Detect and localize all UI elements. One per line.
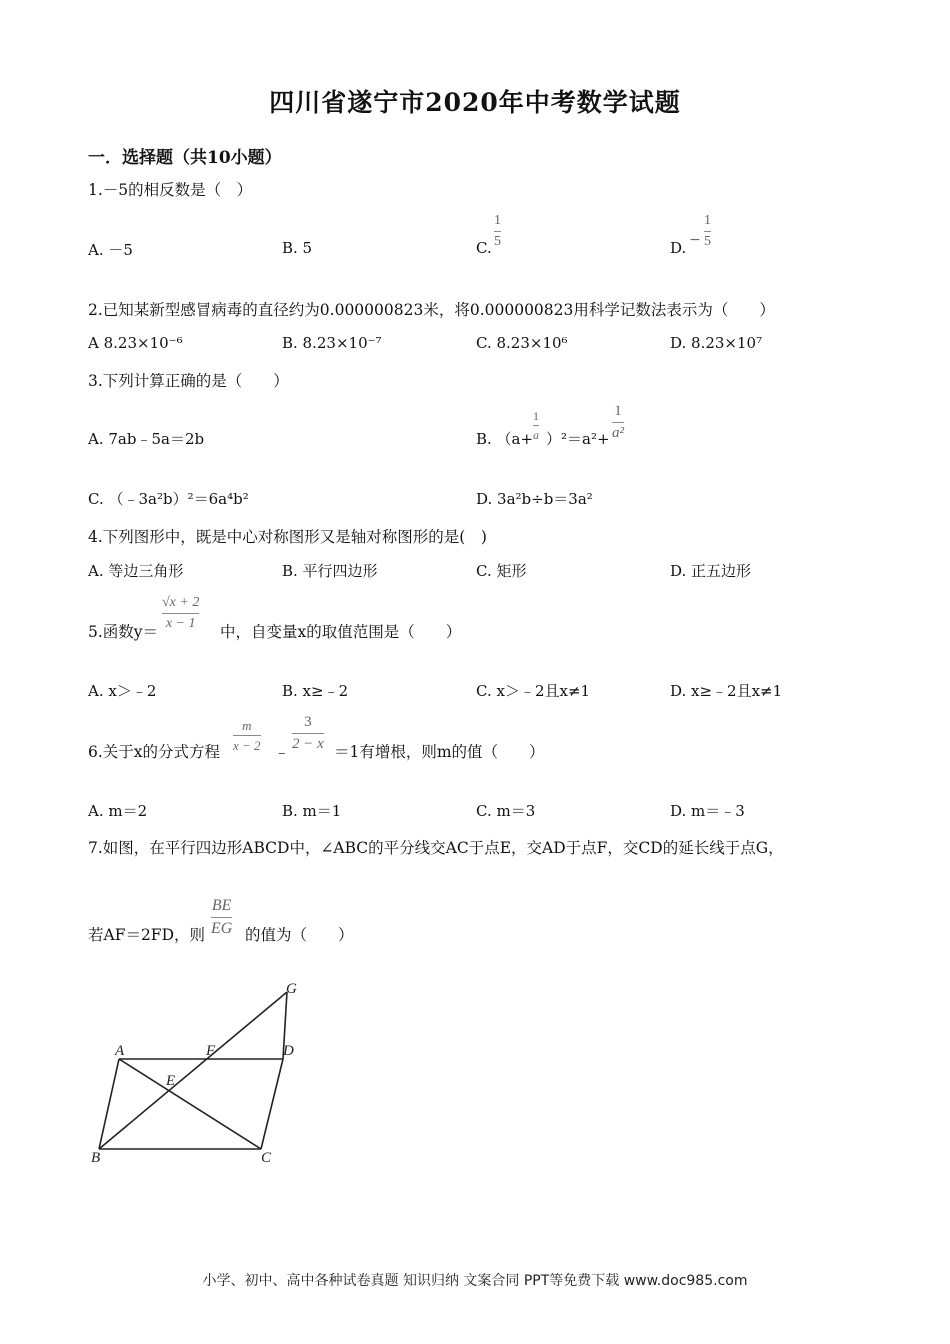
q7-ratio-fraction [211,898,232,937]
fraction-denominator: 5 [494,234,501,249]
fraction-numerator: 3 [304,714,312,730]
q6-fraction-1 [233,719,261,752]
q2-option-d: D. 8.23×10⁷ [670,334,763,352]
section-heading: 一．选择题（共10小题） [88,148,282,168]
fraction-denominator: 2 − x [292,736,324,752]
q1-option-d-minus: − [689,232,701,248]
fraction-denominator: EG [211,920,233,937]
question-5-stem-prefix: 5.函数y＝ [88,623,159,641]
fraction-denominator: 5 [704,234,711,249]
q3-option-c: C. （﹣3a²b）²＝6a⁴b² [88,490,249,508]
q3-option-b-fraction-1 [533,410,539,441]
segment-bg [99,992,287,1149]
q5-option-d: D. x≥﹣2且x≠1 [670,682,783,700]
question-5-stem-suffix: 中，自变量x的取值范围是（ ） [220,623,462,641]
q3-option-b-middle: ）²＝a²+ [546,430,610,448]
q1-option-c-fraction [494,214,501,249]
q3-option-b-fraction-2 [612,404,624,441]
q1-option-b: B. 5 [282,239,313,257]
page-title: 四川省遂宁市2020年中考数学试题 [269,88,681,117]
question-4-stem: 4.下列图形中，既是中心对称图形又是轴对称图形的是( ) [88,528,487,546]
q1-option-a: A. －5 [88,241,133,259]
q4-option-c: C. 矩形 [476,562,527,580]
fraction-numerator: 1 [533,409,539,423]
point-label-b: B [91,1150,101,1166]
q1-option-d-fraction [704,214,711,249]
fraction-numerator: 1 [614,403,622,419]
q2-option-c: C. 8.23×10⁶ [476,334,568,352]
q6-option-c: C. m＝3 [476,802,536,820]
fraction-numerator: √x + 2 [162,595,200,610]
q4-option-a: A. 等边三角形 [88,562,184,580]
q1-option-d: D. [670,239,687,257]
q3-option-d: D. 3a²b÷b＝3a² [476,490,593,508]
fraction-numerator: m [242,718,252,733]
point-label-d: D [283,1043,294,1059]
q3-option-a: A. 7ab﹣5a＝2b [88,430,205,448]
segment-dc [261,1059,283,1149]
point-label-g: G [286,981,297,997]
q5-function-fraction [162,596,199,631]
q5-option-a: A. x＞﹣2 [88,682,157,700]
q6-option-d: D. m＝﹣3 [670,802,745,820]
point-label-a: A [115,1043,125,1059]
fraction-denominator: a² [612,425,624,441]
question-7-stem: 7.如图，在平行四边形ABCD中，∠ABC的平分线交AC于点E，交AD于点F，交CD的延长线于点G， [88,839,784,857]
question-6-stem-minus: ﹣ [274,743,290,761]
question-2-stem: 2.已知某新型感冒病毒的直径约为0.000000823米，将0.000000823用科学记数法表示为（ ） [88,301,775,319]
q5-option-c: C. x＞﹣2且x≠1 [476,682,591,700]
point-label-c: C [261,1150,272,1166]
fraction-numerator: 1 [704,213,711,228]
q1-option-c: C. [476,239,492,257]
fraction-denominator: x − 2 [233,738,261,753]
question-6-stem-prefix: 6.关于x的分式方程 [88,743,221,761]
fraction-numerator: BE [211,897,232,914]
question-7-line2-suffix: 的值为（ ） [245,926,354,944]
q4-option-d: D. 正五边形 [670,562,752,580]
point-label-f: F [206,1043,216,1059]
q2-option-a: A 8.23×10⁻⁶ [88,334,183,352]
fraction-denominator: a [533,428,539,442]
fraction-numerator: 1 [494,213,501,228]
parallelogram-figure [85,975,315,1170]
q2-option-b: B. 8.23×10⁻⁷ [282,334,382,352]
question-7-line2-prefix: 若AF＝2FD，则 [88,926,205,944]
page-footer: 小学、初中、高中各种试卷真题 知识归纳 文案合同 PPT等免费下载 www.doc985.com [202,1273,748,1289]
q3-option-b-prefix: B. （a+ [476,430,534,448]
fraction-denominator: x − 1 [165,616,196,631]
point-label-e: E [166,1073,176,1089]
question-6-stem-suffix: ＝1有增根，则m的值（ ） [334,743,545,761]
q4-option-b: B. 平行四边形 [282,562,378,580]
q6-option-b: B. m＝1 [282,802,342,820]
question-1-stem: 1.－5的相反数是（ ） [88,181,253,199]
q5-option-b: B. x≥﹣2 [282,682,349,700]
question-3-stem: 3.下列计算正确的是（ ） [88,372,289,390]
q6-option-a: A. m＝2 [88,802,148,820]
q6-fraction-2 [292,715,324,752]
